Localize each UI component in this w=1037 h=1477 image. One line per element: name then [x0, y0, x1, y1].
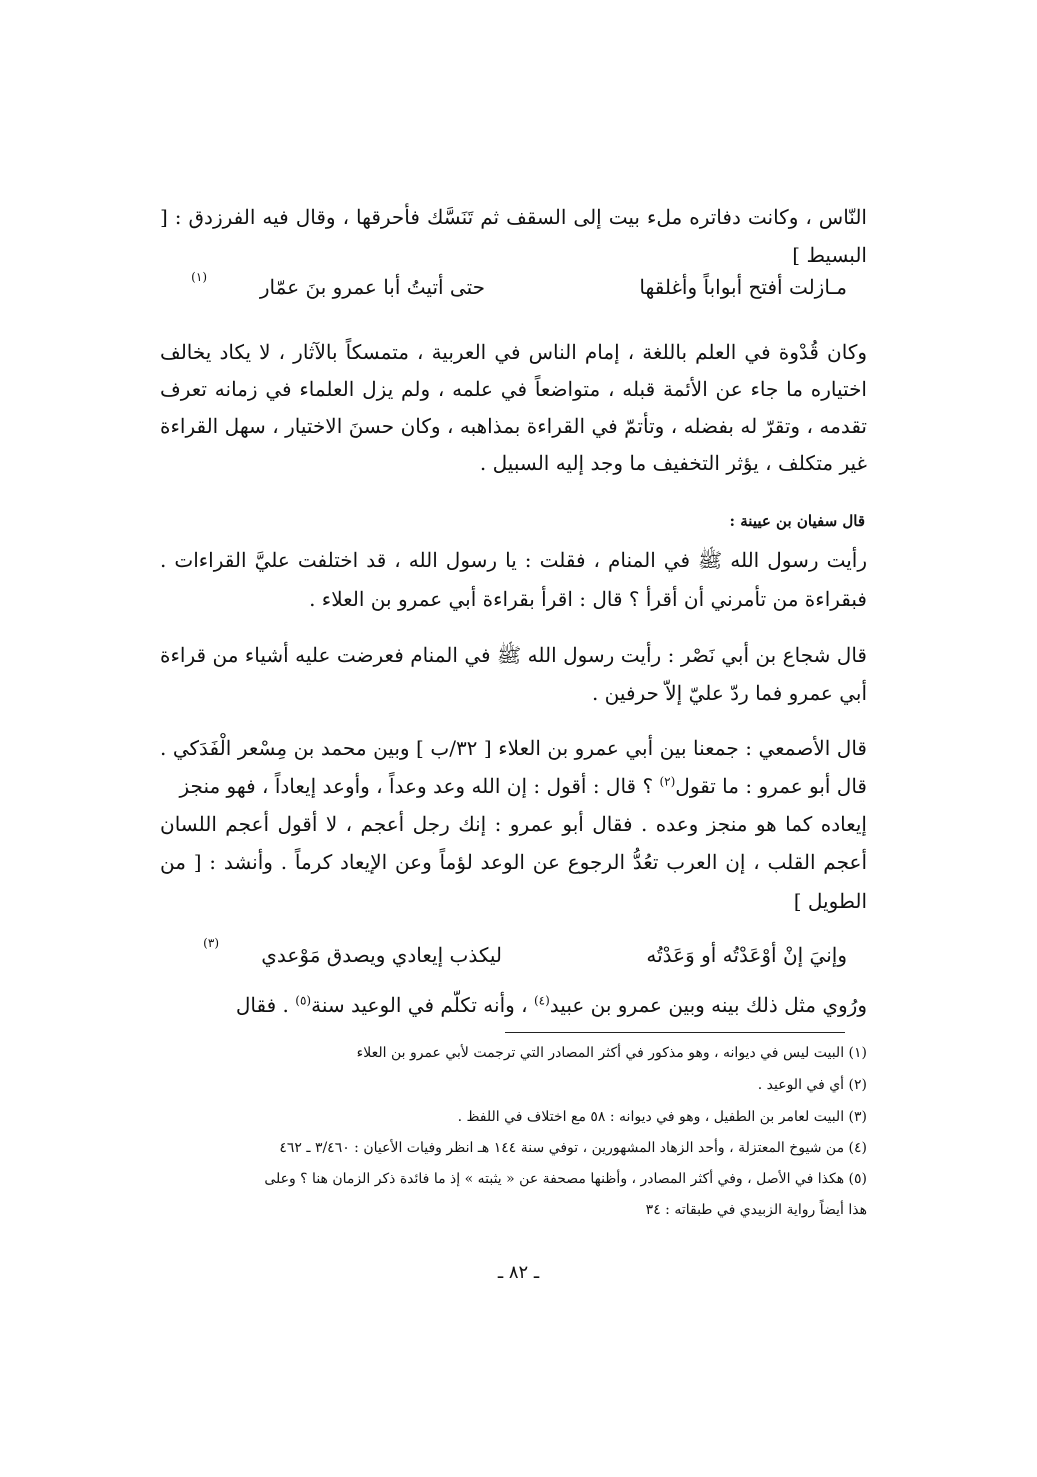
verse-hemistich-left: حتى أتيتُ أبا عمرو بنَ عمّار — [259, 275, 485, 299]
footnote-marker: (٣) — [203, 936, 219, 950]
text-span: قال أبو عمرو : ما تقول — [675, 774, 867, 798]
text-span: ورُوي مثل ذلك بينه وبين عمرو بن عبيد — [549, 993, 867, 1017]
footnote: هذا أيضاً رواية الزبيدي في طبقاته : ٣٤ — [645, 1202, 867, 1218]
text-line: النّاس ، وكانت دفاتره ملء بيت إلى السقف ثم تَنَسَّك فأحرقها ، وقال فيه الفرزدق : [ — [160, 205, 867, 229]
verse-hemistich-right: مـازلت أفتح أبواباً وأغلقها — [639, 275, 847, 299]
text-span: ؟ قال : أقول : إن الله وعد وعداً ، وأوعد إيعاداً ، فهو منجز — [179, 774, 654, 798]
text-line: الطويل ] — [793, 889, 867, 913]
text-line — [160, 990, 867, 1020]
text-line: اختياره ما جاء عن الأئمة قبله ، متواضعاً في علمه ، ولم يزل العلماء في زمانه تعرف — [160, 377, 867, 401]
text-line — [160, 771, 867, 801]
verse-hemistich-right: وإنيَ إنْ أوْعَدْتُه أو وَعَدْتُه — [646, 943, 847, 967]
text-line: إيعاده كما هو منجز وعده . فقال أبو عمرو : إنك رجل أعجم ، لا أقول أعجم اللسان — [160, 812, 867, 836]
footnote-marker: (٥) — [295, 993, 312, 1008]
text-line: البسيط ] — [792, 243, 867, 267]
footnote: (٣) البيت لعامر بن الطفيل ، وهو في ديوانه : ٥٨ مع اختلاف في اللفظ . — [457, 1109, 867, 1125]
footnote: (١) البيت ليس في ديوانه ، وهو مذكور في أكثر المصادر التي ترجمت لأبي عمرو بن العلاء — [356, 1045, 867, 1061]
section-heading: قال سفيان بن عيينة : — [729, 512, 865, 530]
footnote-marker: (٢) — [659, 774, 676, 789]
text-line: أبي عمرو فما ردّ عليّ إلاّ حرفين . — [591, 681, 867, 705]
footnote-divider — [505, 1032, 845, 1033]
text-line: قال الأصمعي : جمعنا بين أبي عمرو بن العلاء [ ٣٢/ب ] وبين محمد بن مِسْعر الْفَدَكي . — [160, 736, 867, 760]
text-line: أعجم القلب ، إن العرب تعُدُّ الرجوع عن الوعد لؤماً وعن الإيعاد كرماً . وأنشد : [ من — [160, 850, 867, 874]
text-line: تقدمه ، وتقرّ له بفضله ، وتأتمّ في القراءة بمذاهبه ، وكان حسنَ الاختيار ، سهل القراءة — [160, 414, 867, 438]
text-line: وكان قُدْوة في العلم باللغة ، إمام الناس في العربية ، متمسكاً بالآثار ، لا يكاد يخالف — [160, 340, 867, 364]
text-line: قال شجاع بن أبي نَصْر : رأيت رسول الله ﷺ في المنام فعرضت عليه أشياء من قراءة — [160, 643, 867, 667]
text-line: غير متكلف ، يؤثر التخفيف ما وجد إليه السبيل . — [479, 451, 867, 475]
text-span: ، وأنه تكلّم في الوعيد سنة — [311, 993, 528, 1017]
text-line: رأيت رسول الله ﷺ في المنام ، فقلت : يا رسول الله ، قد اختلفت عليَّ القراءات . — [160, 548, 867, 572]
footnote-marker: (١) — [191, 270, 207, 284]
page-number: ـ ٨٢ ـ — [497, 1262, 540, 1283]
text-span: . فقال — [235, 993, 289, 1017]
footnote: (٤) من شيوخ المعتزلة ، وأحد الزهاد المشهورين ، توفي سنة ١٤٤ هـ انظر وفيات الأعيان : ٣/٤٦٠ ـ ٤٦٢ — [279, 1140, 867, 1156]
footnote-marker: (٤) — [533, 993, 550, 1008]
verse-hemistich-left: ليكذب إيعادي ويصدق مَوْعدي — [261, 943, 502, 967]
footnote: (٢) أي في الوعيد . — [757, 1077, 867, 1093]
footnote: (٥) هكذا في الأصل ، وفي أكثر المصادر ، وأظنها مصحفة عن « يثبته » إذ ما فائدة ذكر الزمان هنا ؟ وعلى — [264, 1171, 867, 1187]
text-line: فبقراءة من تأمرني أن أقرأ ؟ قال : اقرأ بقراءة أبي عمرو بن العلاء . — [309, 587, 867, 611]
